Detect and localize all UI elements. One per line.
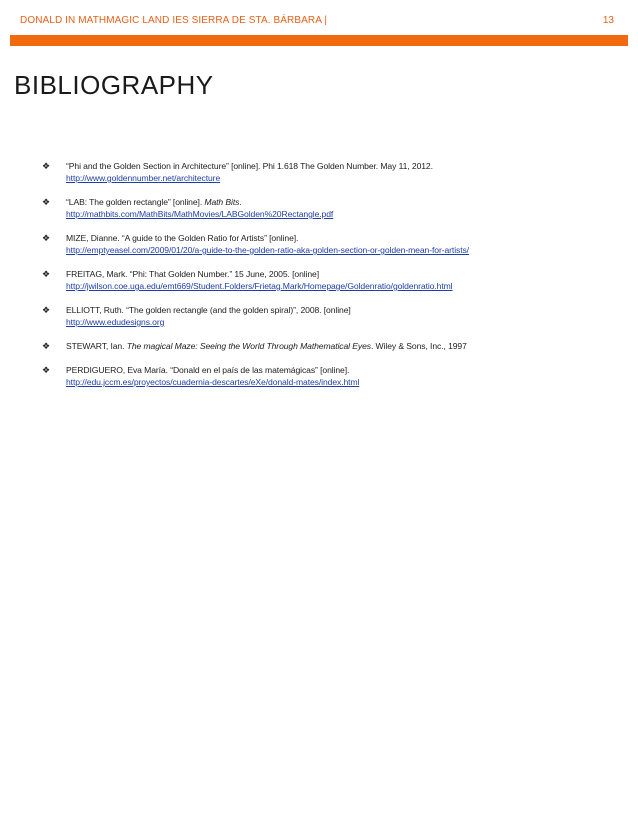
- diamond-bullet-icon: ❖: [42, 365, 50, 375]
- reference-text: STEWART, Ian. The magical Maze: Seeing the World Through Mathematical Eyes. Wiley & Sons, Inc., 1997: [66, 341, 467, 351]
- reference-text: FREITAG, Mark. “Phi: That Golden Number.” 15 June, 2005. [online]: [66, 269, 320, 279]
- diamond-bullet-icon: ❖: [42, 269, 50, 279]
- page-title: BIBLIOGRAPHY: [14, 70, 214, 100]
- reference-link[interactable]: http://edu.jccm.es/proyectos/cuadernia-descartes/eXe/donald-mates/index.html: [66, 377, 360, 387]
- reference-item: [42, 232, 612, 256]
- diamond-bullet-icon: ❖: [42, 197, 50, 207]
- reference-link[interactable]: http://www.goldennumber.net/architecture: [66, 173, 221, 183]
- diamond-bullet-icon: ❖: [42, 161, 50, 171]
- header-accent-bar: [10, 35, 628, 46]
- diamond-bullet-icon: ❖: [42, 341, 50, 351]
- reference-item: [42, 268, 612, 292]
- reference-item: [42, 304, 612, 328]
- reference-text: PERDIGUERO, Eva María. “Donald en el país de las matemágicas” [online].: [66, 365, 350, 375]
- page-header: [20, 15, 618, 31]
- reference-text: “LAB: The golden rectangle” [online]. Math Bits.: [66, 197, 242, 207]
- reference-link[interactable]: http://jwilson.coe.uga.edu/emt669/Student.Folders/Frietag.Mark/Homepage/Goldenratio/goldenratio.html: [66, 281, 453, 291]
- page-number: 13: [602, 15, 614, 26]
- reference-item: [42, 160, 612, 184]
- diamond-bullet-icon: ❖: [42, 305, 50, 315]
- reference-text: MIZE, Dianne. “A guide to the Golden Ratio for Artists” [online].: [66, 233, 299, 243]
- bibliography-list: [42, 160, 612, 400]
- reference-text: “Phi and the Golden Section in Architecture” [online]. Phi 1.618 The Golden Number. May 11, 2012.: [66, 161, 433, 171]
- reference-text: ELLIOTT, Ruth. “The golden rectangle (and the golden spiral)”, 2008. [online]: [66, 305, 351, 315]
- header-title: DONALD IN MATHMAGIC LAND IES SIERRA DE STA. BÁRBARA |: [20, 15, 328, 26]
- reference-link[interactable]: http://www.edudesigns.org: [66, 317, 165, 327]
- reference-item: [42, 340, 612, 352]
- diamond-bullet-icon: ❖: [42, 233, 50, 243]
- reference-link[interactable]: http://emptyeasel.com/2009/01/20/a-guide-to-the-golden-ratio-aka-golden-section-or-golden-mean-for-artists/: [66, 245, 469, 255]
- reference-link[interactable]: http://mathbits.com/MathBits/MathMovies/LABGolden%20Rectangle.pdf: [66, 209, 334, 219]
- reference-item: [42, 196, 612, 220]
- reference-item: [42, 364, 612, 388]
